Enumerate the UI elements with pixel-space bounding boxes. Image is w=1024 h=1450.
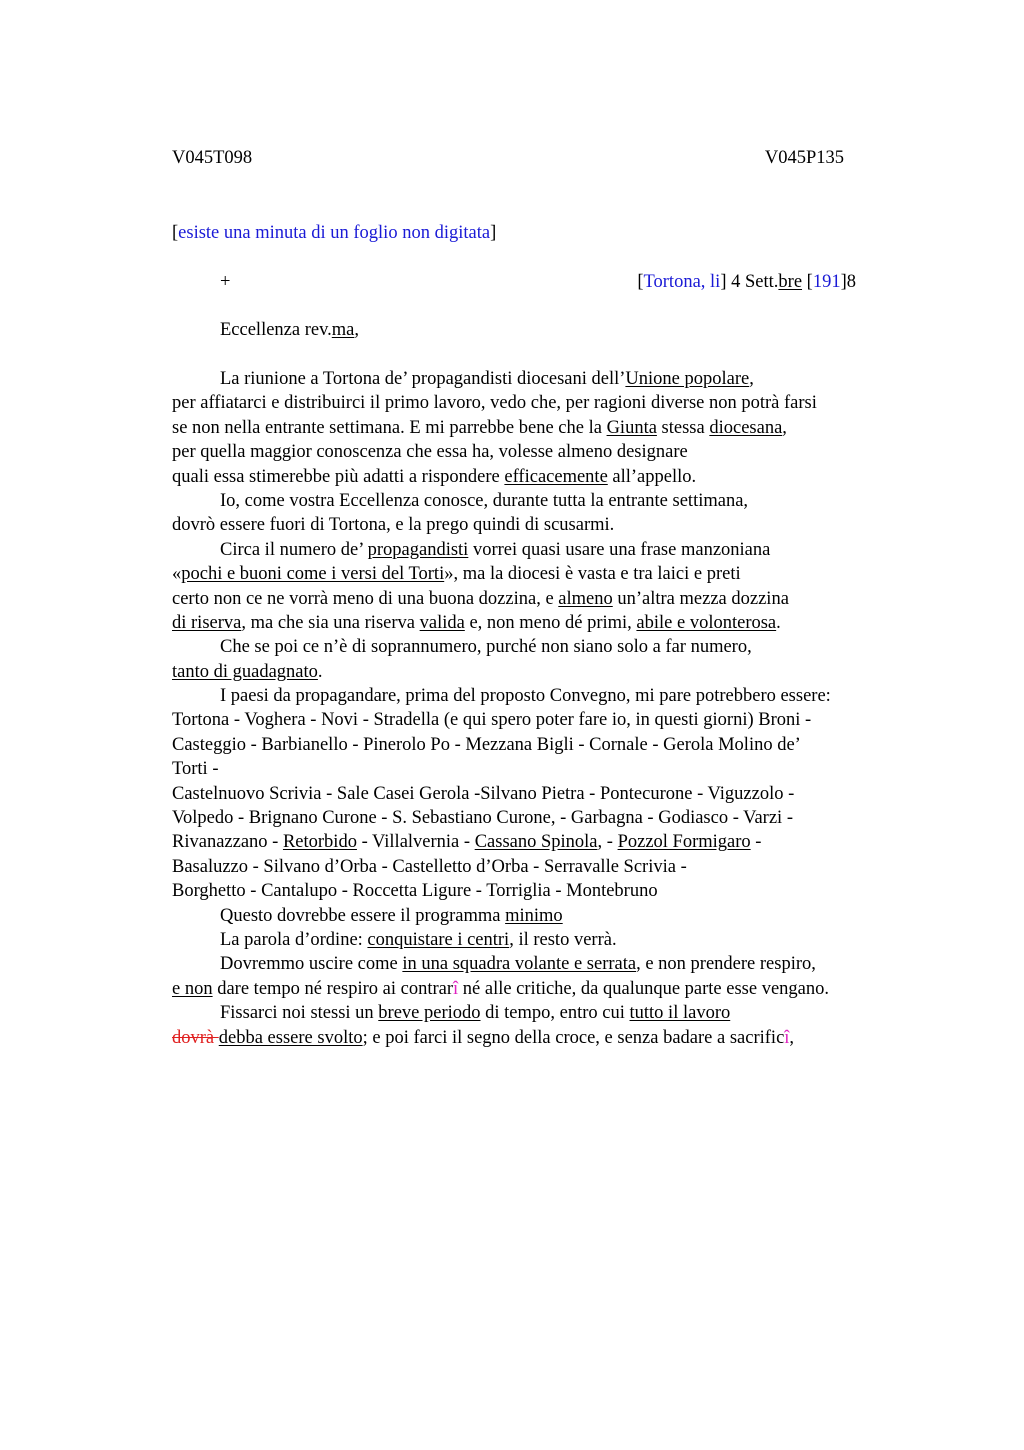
deleted-word: dovrà [172, 1027, 219, 1048]
text-line: se non nella entrante settimana. E mi parrebbe bene che la Giunta stessa diocesana, [172, 417, 787, 438]
text-line: Basaluzzo - Silvano d’Orba - Castelletto d’Orba - Serravalle Scrivia - [172, 856, 687, 877]
text-line: La parola d’ordine: conquistare i centri, il resto verrà. [220, 929, 617, 950]
editorial-note-text: esiste una minuta di un foglio non digitata [178, 223, 491, 243]
text-line: Torti - [172, 759, 219, 780]
dateline [220, 270, 856, 294]
text-line: Io, come vostra Eccellenza conosce, durante tutta la entrante settimana, [220, 490, 749, 511]
text-line: di riserva, ma che sia una riserva valida e, non meno dé primi, abile e volonterosa. [172, 612, 781, 633]
cross-mark: + [220, 272, 231, 292]
text-line: Castelnuovo Scrivia - Sale Casei Gerola -Silvano Pietra - Pontecurone - Viguzzolo - [172, 783, 795, 804]
date-text: [Tortona, li] 4 Sett.bre [191]8 [637, 272, 856, 292]
text-line: I paesi da propagandare, prima del proposto Convegno, mi pare potrebbero essere: [220, 686, 831, 707]
text-line: «pochi e buoni come i versi del Torti», ma la diocesi è vasta e tra laici e preti [172, 564, 741, 585]
text-line: Dovremmo uscire come in una squadra volante e serrata, e non prendere respiro, [220, 954, 816, 975]
text-line: Che se poi ce n’è di soprannumero, purché non siano solo a far numero, [220, 637, 752, 658]
text-line: Casteggio - Barbianello - Pinerolo Po - Mezzana Bigli - Cornale - Gerola Molino de’ [172, 734, 801, 755]
place-text: Tortona, li [643, 272, 721, 292]
text-line: Circa il numero de’ propagandisti vorrei quasi usare una frase manzoniana [220, 539, 771, 560]
year-text: 191 [812, 272, 841, 292]
text-line: certo non ce ne vorrà meno di una buona dozzina, e almeno un’altra mezza dozzina [172, 588, 789, 609]
text-line: per quella maggior conoscenza che essa ha, volesse almeno designare [172, 442, 688, 463]
text-line: Rivanazzano - Retorbido - Villalvernia - Cassano Spinola, - Pozzol Formigaro - [172, 832, 762, 853]
text-line: quali essa stimerebbe più adatti a rispondere efficacemente all’appello. [172, 466, 697, 487]
page-header [172, 146, 844, 170]
document-code-right: V045P135 [764, 148, 844, 168]
circumflex-mark: î [453, 978, 459, 999]
document-code-left: V045T098 [172, 148, 253, 168]
text-line: Fissarci noi stessi un breve periodo di tempo, entro cui tutto il lavoro [220, 1003, 731, 1024]
text-line: Borghetto - Cantalupo - Roccetta Ligure - Torriglia - Montebruno [172, 881, 658, 902]
text-line: dovrà debba essere svolto; e poi farci il segno della croce, e senza badare a sacrificî, [172, 1027, 795, 1048]
text-line: La riunione a Tortona de’ propagandisti diocesani dell’Unione popolare, [220, 369, 754, 389]
text-line: e non dare tempo né respiro ai contrarî né alle critiche, da qualunque parte esse vengano. [172, 978, 830, 999]
text-line: Volpedo - Brignano Curone - S. Sebastiano Curone, - Garbagna - Godiasco - Varzi - [172, 808, 793, 829]
editorial-note: [esiste una minuta di un foglio non digitata] [172, 223, 497, 243]
text-line: Questo dovrebbe essere il programma minimo [220, 905, 563, 926]
letter-body [172, 367, 912, 1050]
text-line: tanto di guadagnato. [172, 661, 323, 682]
salutation: Eccellenza rev.ma, [220, 320, 360, 340]
text-line: Tortona - Voghera - Novi - Stradella (e qui spero poter fare io, in questi giorni) Broni - [172, 710, 812, 731]
text-line: dovrò essere fuori di Tortona, e la prego quindi di scusarmi. [172, 515, 615, 536]
text-line: per affiatarci e distribuirci il primo lavoro, vedo che, per ragioni diverse non potrà farsi [172, 393, 817, 414]
circumflex-mark: î [784, 1027, 790, 1048]
